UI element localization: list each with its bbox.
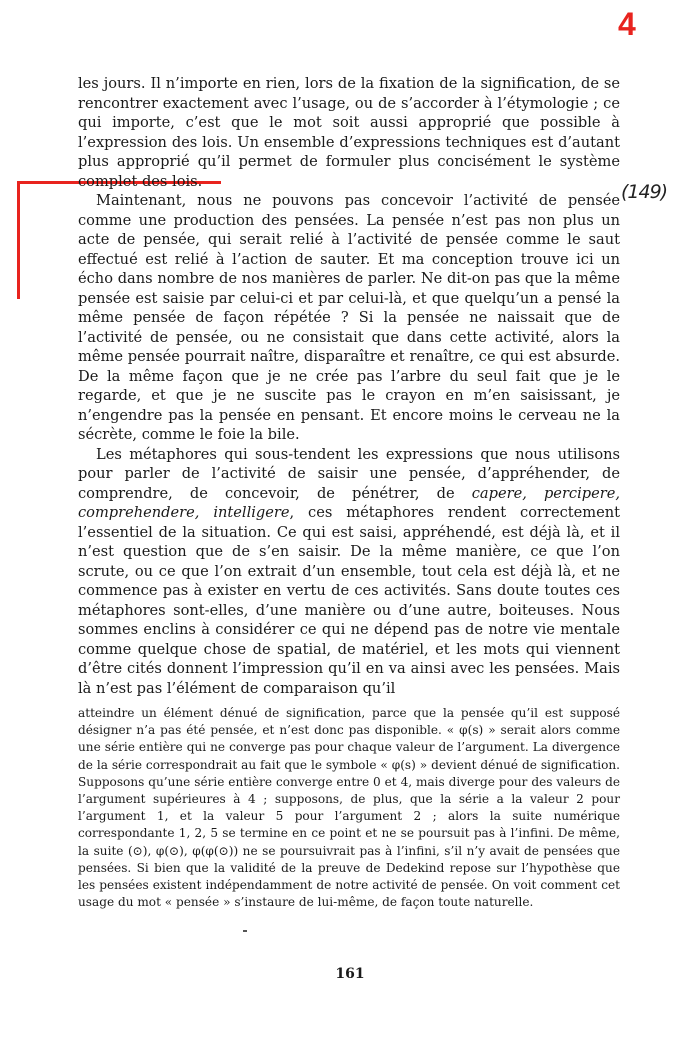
corner-number: 4 xyxy=(618,6,636,42)
paragraph-1: les jours. Il n’importe en rien, lors de la fixation de la signification, de se rencontrer exactement avec l’usage, ou de s’accorder à l’étymologie ; ce qui importe, c’est que le mot soit aussi approprié que possible à l’expression des lois. Un ensemble d’expressions techniques est d’autant plus approprié qu’il permet de formuler plus concisément le système complet des lois. xyxy=(78,75,620,190)
paragraph-2: Maintenant, nous ne pouvons pas concevoir l’activité de pensée comme une production des pensées. La pensée n’est pas non plus un acte de pensée, qui serait relié à l’activité de pensée comme le saut effectué est relié à l’action de sauter. Et ma conception trouve ici un écho dans nombre de nos manières de parler. Ne dit-on pas que la même pensée est saisie par celui-ci et par celui-là, et que quelqu’un a pensé la même pensée de façon répétée ? Si la pensée ne naissait que de l’activité de pensée, ou ne consistait que dans cette activité, alors la même pensée pourrait naître, disparaître et renaître, ce qui est absurde. De la même façon que je ne crée pas l’arbre du seul fait que je le regarde, et que je ne suscite pas le crayon en m’en saisissant, je n’engendre pas la pensée en pensant. Et encore moins le cerveau ne la sécrète, comme le foie la bile. xyxy=(78,192,620,443)
page-number: 161 xyxy=(335,966,365,982)
stray-mark xyxy=(243,930,247,932)
paragraph-3 xyxy=(78,445,620,699)
paragraph-3-part-2: , ces métaphores rendent correctement l’essentiel de la situation. Ce qui est saisi, appréhendé, est déjà là, et il n’est question que de s’en saisir. De la même manière, ce que l’on scrute, ou ce que l’on extrait d’un ensemble, tout cela est déjà là, et ne commence pas à exister en vertu de ces activités. Sans doute toutes ces métaphores sont-elles, d’une manière ou d’une autre, boiteuses. Nous sommes enclins à considérer ce qui ne dépend pas de notre vie mentale comme quelque chose de spatial, de matériel, et les mots qui viennent d’être cités donnent l’impression qu’il en va ainsi avec les pensées. Mais là n’est pas l’élément de comparaison qu’il xyxy=(78,504,620,697)
handwritten-margin-note: (149) xyxy=(621,181,668,203)
footnote-text: atteindre un élément dénué de signification, parce que la pensée qu’il est supposé désigner n’a pas été pensée, et n’est donc pas disponible. « φ(s) » serait alors comme une série entière qui ne converge pas pour chaque valeur de l’argument. La divergence de la série correspondrait au fait que le symbole « φ(s) » devient dénué de signification. Supposons qu’une série entière converge entre 0 et 4, mais diverge pour des valeurs de l’argument supérieures à 4 ; supposons, de plus, que la série a la valeur 2 pour l’argument 1, et la valeur 5 pour l’argument 2 ; alors la suite numérique correspondante 1, 2, 5 se termine en ce point et ne se poursuit pas à l’infini. De même, la suite (⊙), φ(⊙), φ(φ(⊙)) ne se poursuivrait pas à l’infini, s’il n’y avait de pensées que pensées. Si bien que la validité de la preuve de Dedekind repose sur l’hypothèse que les pensées existent indépendamment de notre activité de pensée. On voit comment cet usage du mot « pensée » s’instaure de lui-même, de façon toute naturelle. xyxy=(78,706,620,910)
paragraph-3-part-1: Les métaphores qui sous-tendent les expressions que nous utilisons pour parler de l’activité de saisir une pensée, d’appréhender, de comprendre, de concevoir, de pénétrer, de xyxy=(78,445,620,502)
main-text xyxy=(78,74,620,698)
latin-terms: capere, percipere, comprehendere, intelligere xyxy=(78,484,620,521)
footnote xyxy=(78,705,620,911)
red-annotation-vertical-line xyxy=(17,181,20,299)
